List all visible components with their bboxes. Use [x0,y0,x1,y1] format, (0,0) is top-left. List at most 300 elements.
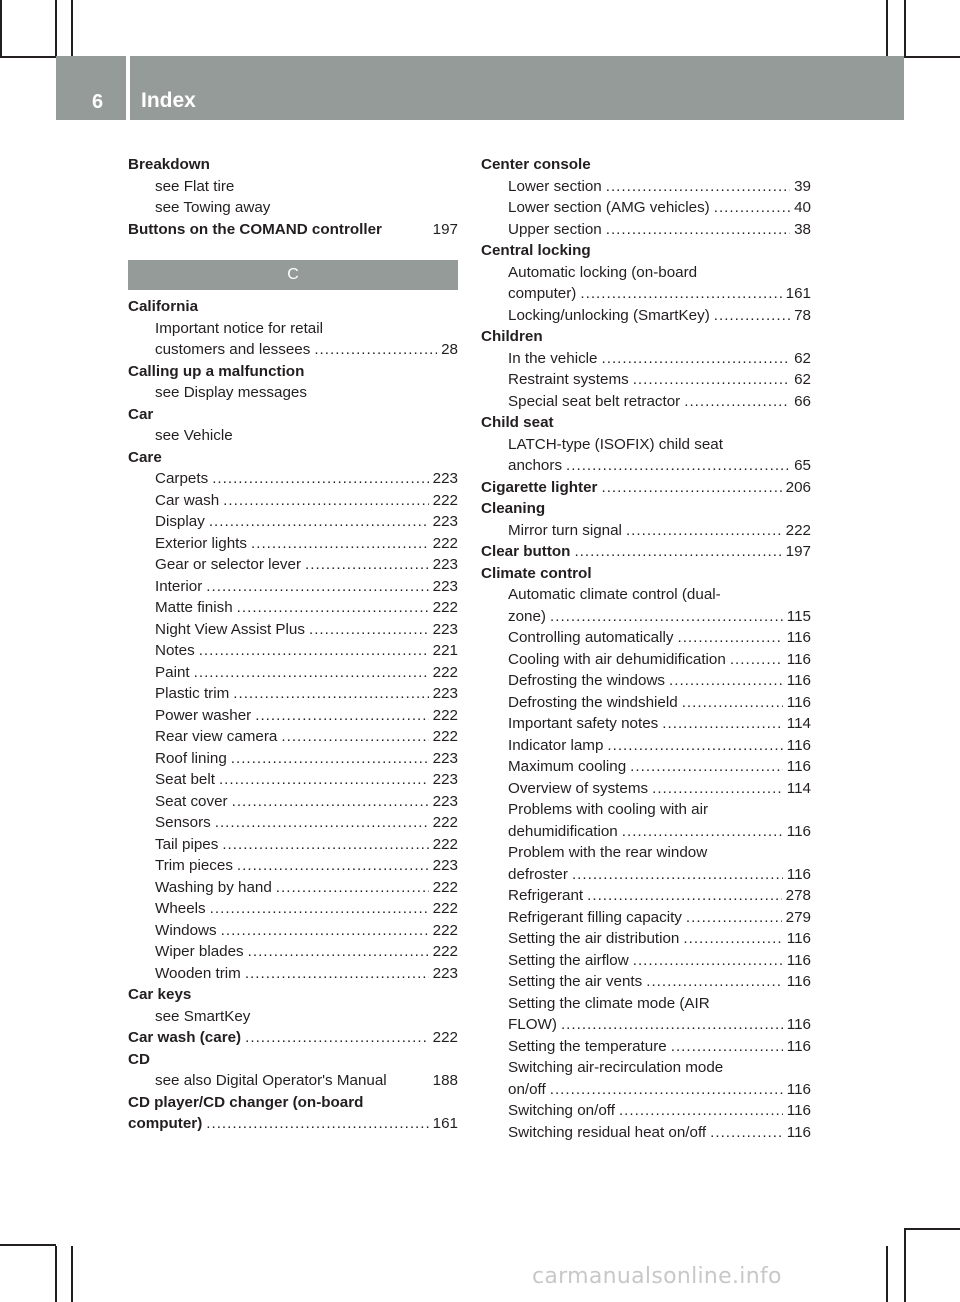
entry-text: Problem with the rear window [508,844,708,861]
entry-text: Matte finish [155,599,233,616]
index-entry [481,563,811,585]
entry-text: zone) [508,607,546,625]
section-letter: C [128,260,458,290]
index-subentry[interactable] [481,821,811,843]
page-reference[interactable]: 223 [432,857,458,874]
dot-leader [572,864,783,886]
dot-leader [686,907,782,929]
page-reference[interactable]: 161 [785,285,811,302]
index-subentry[interactable] [128,941,458,963]
entry-text: Cooling with air dehumidification [508,650,726,668]
index-subentry [481,1057,811,1079]
entry-text: Setting the air vents [508,973,643,990]
index-subentry[interactable] [481,735,811,757]
entry-text: Car wash (care) [128,1029,242,1046]
entry-text: Switching residual heat on/off [508,1123,707,1141]
index-subentry [481,584,811,606]
page-reference[interactable]: 116 [786,1016,811,1033]
entry-text: Car [128,405,154,423]
page-reference[interactable]: 206 [785,478,811,496]
page-reference[interactable]: 116 [786,736,811,754]
page-reference[interactable]: 116 [786,1123,811,1141]
dot-leader [237,597,429,619]
crop-mark [55,0,57,56]
entry-text: Automatic locking (on-board [508,263,698,281]
index-subentry[interactable] [128,748,458,770]
entry-text: Setting the temperature [508,1037,667,1055]
index-entry [481,240,811,262]
header-divider [126,56,130,120]
entry-text: Windows [155,921,217,939]
dot-leader [580,283,781,305]
index-subentry[interactable] [481,950,811,972]
entry-text: defroster [508,865,568,883]
dot-leader [215,812,429,834]
dot-leader [677,627,782,649]
page-reference[interactable]: 223 [432,470,458,487]
index-subentry[interactable] [128,533,458,555]
page-reference[interactable]: 40 [794,199,811,216]
entry-text: customers and lessees [155,341,311,358]
page-reference[interactable]: 116 [786,1102,811,1119]
index-subentry[interactable] [128,468,458,490]
dot-leader [248,941,429,963]
page-reference[interactable]: 223 [432,620,458,638]
page-reference[interactable]: 116 [786,951,811,969]
index-subentry[interactable] [481,971,811,993]
entry-text: Setting the climate mode (AIR [508,994,710,1012]
entry-text: see Display messages [155,384,307,401]
page-reference[interactable]: 115 [786,607,811,625]
index-subentry[interactable] [481,1122,811,1144]
index-subentry[interactable] [128,597,458,619]
entry-text: computer) [128,1115,203,1132]
dot-leader [574,541,781,563]
entry-text: Maximum cooling [508,758,627,775]
entry-text: on/off [508,1080,546,1098]
dot-leader [309,619,429,641]
dot-leader [606,176,790,198]
index-subentry[interactable] [128,705,458,727]
page-reference[interactable]: 223 [432,577,458,595]
index-entry [128,1049,458,1071]
index-subentry[interactable] [128,963,458,985]
index-subentry[interactable] [481,928,811,950]
entry-text: Gear or selector lever [155,556,302,573]
dot-leader [194,662,429,684]
page-reference[interactable]: 222 [432,900,458,917]
entry-text: Wiper blades [155,943,244,960]
index-subentry[interactable] [128,683,458,705]
entry-text: Locking/unlocking (SmartKey) [508,306,710,324]
index-subentry[interactable] [128,490,458,512]
dot-leader [281,726,428,748]
page-reference[interactable]: 116 [786,822,811,840]
dot-leader [232,791,429,813]
dot-leader [630,756,783,778]
page-reference[interactable]: 197 [432,220,458,238]
entry-text: Exterior lights [155,534,248,552]
index-subentry[interactable] [481,369,811,391]
index-subentry[interactable] [481,1036,811,1058]
index-subentry[interactable] [481,283,811,305]
page-reference[interactable]: 39 [794,177,811,195]
entry-text: computer) [508,285,577,302]
entry-text: Buttons on the COMAND controller [128,220,382,238]
dot-leader [662,713,783,735]
page-reference[interactable]: 222 [432,814,458,831]
crop-mark [904,56,960,58]
entry-text: Special seat belt retractor [508,392,681,410]
entry-text: Child seat [481,414,554,431]
index-subentry[interactable] [481,778,811,800]
entry-text: Roof lining [155,749,227,767]
page-reference[interactable]: 197 [785,543,811,560]
entry-text: Washing by hand [155,878,272,896]
entry-text: see SmartKey [155,1007,251,1025]
index-subentry [128,176,458,198]
index-subentry [481,993,811,1015]
page-reference[interactable]: 223 [432,771,458,788]
crop-mark [71,1246,73,1302]
page-reference[interactable]: 223 [432,685,458,702]
entry-text: Clear button [481,543,571,560]
page-title: Index [141,89,196,112]
page-reference[interactable]: 223 [432,792,458,810]
entry-text: Center console [481,156,591,173]
dot-leader [566,455,790,477]
dot-leader [606,219,790,241]
entry-text: Central locking [481,242,591,259]
page-reference[interactable]: 66 [794,392,811,410]
index-subentry[interactable] [128,339,458,361]
crop-mark [904,0,906,56]
index-entry [128,154,458,176]
index-subentry[interactable] [481,348,811,370]
page-reference[interactable]: 222 [432,943,458,960]
page-reference[interactable]: 116 [786,865,811,883]
page-reference[interactable]: 222 [785,521,811,539]
index-subentry [128,425,458,447]
dot-leader [221,920,429,942]
dot-leader [305,554,429,576]
entry-text: In the vehicle [508,349,598,367]
page-reference[interactable]: 114 [786,779,811,797]
page-reference[interactable]: 65 [794,457,811,474]
page-reference[interactable]: 222 [432,921,458,939]
page-reference[interactable]: 116 [786,672,811,689]
dot-leader [209,511,429,533]
page-reference[interactable]: 116 [786,758,811,775]
index-entry [128,296,458,318]
dot-leader [671,1036,783,1058]
index-subentry[interactable] [128,726,458,748]
index-subentry[interactable] [481,649,811,671]
index-entry [481,498,811,520]
index-subentry[interactable] [481,1100,811,1122]
dot-leader [212,468,428,490]
index-entry[interactable] [128,219,458,241]
index-subentry[interactable] [481,606,811,628]
index-subentry[interactable] [128,855,458,877]
entry-text: Upper section [508,220,602,238]
entry-text: FLOW) [508,1016,557,1033]
index-entry [128,447,458,469]
index-column-right [481,154,811,1143]
entry-text: Refrigerant [508,887,584,904]
index-subentry[interactable] [481,455,811,477]
page-reference[interactable]: 116 [786,650,811,668]
dot-leader [587,885,782,907]
entry-text: Car keys [128,986,192,1003]
page-header [56,56,904,120]
entry-text: Plastic trim [155,685,230,702]
index-subentry[interactable] [128,877,458,899]
entry-text: Car wash [155,491,220,509]
index-entry [128,404,458,426]
entry-text: LATCH-type (ISOFIX) child seat [508,435,723,453]
entry-text: Problems with cooling with air [508,801,709,818]
index-entry [481,154,811,176]
page-reference[interactable]: 161 [432,1115,458,1132]
entry-text: Refrigerant filling capacity [508,908,682,926]
entry-text: Display [155,513,205,530]
dot-leader [219,769,429,791]
dot-leader [601,477,781,499]
index-subentry[interactable] [481,885,811,907]
entry-text: Breakdown [128,156,210,173]
index-subentry[interactable] [481,391,811,413]
entry-text: Lower section (AMG vehicles) [508,199,710,216]
page-reference[interactable]: 62 [794,349,811,367]
page-reference[interactable]: 222 [432,491,458,509]
dot-leader [255,705,428,727]
page-reference[interactable]: 116 [786,1037,811,1055]
index-subentry[interactable] [128,812,458,834]
dot-leader [607,735,782,757]
entry-text: Controlling automatically [508,629,674,646]
dot-leader [550,1079,783,1101]
crop-mark [904,1228,960,1230]
page-number: 6 [92,91,104,113]
dot-leader [206,576,428,598]
entry-text: Power washer [155,706,252,724]
page-reference[interactable]: 116 [786,930,811,947]
dot-leader [602,348,791,370]
entry-text: Restraint systems [508,371,629,388]
page-reference[interactable]: 222 [432,728,458,745]
page-reference[interactable]: 223 [432,749,458,767]
index-entry [128,984,458,1006]
page-reference[interactable]: 221 [432,642,458,659]
page-reference[interactable]: 279 [785,908,811,926]
index-entry[interactable] [128,1027,458,1049]
entry-text: Rear view camera [155,728,278,745]
entry-text: Interior [155,577,203,595]
watermark: carmanualsonline.info [532,1264,782,1289]
index-subentry[interactable] [481,692,811,714]
page-reference[interactable]: 62 [794,371,811,388]
index-subentry [128,1006,458,1028]
dot-leader [714,305,790,327]
entry-text: Calling up a malfunction [128,362,305,380]
crop-mark [904,1230,906,1302]
entry-text: Lower section [508,177,602,195]
entry-text: Tail pipes [155,835,219,853]
page-reference[interactable]: 114 [786,715,811,732]
dot-leader [669,670,783,692]
page-reference[interactable]: 223 [432,964,458,982]
entry-text: Setting the air distribution [508,930,680,947]
page-reference[interactable]: 116 [786,1080,811,1098]
index-subentry[interactable] [481,713,811,735]
entry-text: dehumidification [508,822,618,840]
page-reference[interactable]: 223 [432,556,458,573]
entry-text: see Vehicle [155,427,233,444]
entry-text: Overview of systems [508,779,649,797]
entry-text: CD player/CD changer (on-board [128,1093,364,1111]
dot-leader [251,533,429,555]
index-subentry [481,799,811,821]
page-reference[interactable]: 222 [432,663,458,681]
entry-text: Cleaning [481,500,546,517]
page-reference[interactable]: 223 [432,513,458,530]
index-subentry[interactable] [128,511,458,533]
index-subentry[interactable] [481,219,811,241]
index-subentry [128,382,458,404]
index-column-left [128,154,458,1135]
index-subentry[interactable] [481,670,811,692]
index-subentry[interactable] [481,1014,811,1036]
crop-mark [55,1246,57,1302]
dot-leader [231,748,429,770]
entry-text: Care [128,448,162,466]
dot-leader [237,855,429,877]
entry-text: see Towing away [155,199,271,216]
entry-text: Night View Assist Plus [155,620,305,638]
page-reference[interactable]: 38 [794,220,811,238]
page-reference[interactable]: 222 [432,534,458,552]
entry-text: Notes [155,642,195,659]
dot-leader [682,692,783,714]
index-subentry[interactable] [481,520,811,542]
index-subentry[interactable] [128,554,458,576]
index-subentry [481,434,811,456]
page-reference[interactable]: 116 [786,629,811,646]
index-subentry[interactable] [128,640,458,662]
crop-mark [886,1246,888,1302]
dot-leader [550,606,783,628]
index-entry[interactable] [481,477,811,499]
dot-leader [633,369,790,391]
index-entry[interactable] [128,1113,458,1135]
entry-text: Indicator lamp [508,736,604,754]
entry-text: Cigarette lighter [481,478,598,496]
index-subentry[interactable] [481,907,811,929]
dot-leader [730,649,783,671]
crop-mark [0,56,56,58]
entry-text: California [128,298,199,315]
index-subentry[interactable] [128,791,458,813]
dot-leader [223,490,429,512]
crop-mark [886,0,888,56]
index-subentry[interactable] [128,619,458,641]
index-entry [481,412,811,434]
entry-text: see Flat tire [155,177,235,195]
entry-text: Carpets [155,470,209,487]
index-subentry [481,262,811,284]
index-subentry[interactable] [128,662,458,684]
page-reference[interactable]: 278 [785,887,811,904]
dot-leader [652,778,783,800]
index-entry [128,361,458,383]
entry-text: anchors [508,457,563,474]
page-reference[interactable]: 188 [432,1072,458,1089]
entry-text: Mirror turn signal [508,521,622,539]
page-reference[interactable]: 78 [794,306,811,324]
index-subentry[interactable] [128,920,458,942]
entry-text: Important safety notes [508,715,659,732]
index-subentry[interactable] [481,1079,811,1101]
entry-text: Defrosting the windows [508,672,666,689]
entry-text: Children [481,328,543,345]
page-reference[interactable]: 222 [432,835,458,853]
index-subentry[interactable] [128,769,458,791]
index-subentry[interactable] [481,627,811,649]
page-reference[interactable]: 222 [432,878,458,896]
crop-mark [0,1244,56,1246]
index-entry [481,326,811,348]
entry-text: Climate control [481,564,592,582]
index-subentry[interactable] [128,834,458,856]
dot-leader [710,1122,783,1144]
index-subentry[interactable] [481,305,811,327]
page-reference[interactable]: 28 [441,341,458,358]
entry-text: Important notice for retail [155,319,323,337]
page-reference[interactable]: 116 [786,973,811,990]
dot-leader [314,339,437,361]
dot-leader [199,640,429,662]
entry-text: Seat belt [155,771,215,788]
index-subentry[interactable] [481,756,811,778]
page-reference[interactable]: 222 [432,1029,458,1046]
index-subentry[interactable] [128,576,458,598]
index-subentry [128,318,458,340]
entry-text: Automatic climate control (dual- [508,586,721,603]
entry-text: Trim pieces [155,857,233,874]
dot-leader [684,391,790,413]
crop-mark [71,0,73,56]
page-reference[interactable]: 222 [432,599,458,616]
index-entry[interactable] [481,541,811,563]
dot-leader [626,520,782,542]
entry-text: Paint [155,663,190,681]
entry-text: Wheels [155,900,206,917]
page-reference[interactable]: 222 [432,706,458,724]
entry-text: Seat cover [155,792,228,810]
index-subentry[interactable] [128,898,458,920]
dot-leader [619,1100,783,1122]
page-reference[interactable]: 116 [786,693,811,711]
dot-leader [210,898,429,920]
dot-leader [714,197,790,219]
index-subentry[interactable] [481,176,811,198]
index-subentry[interactable] [481,197,811,219]
entry-text: Wooden trim [155,964,241,982]
index-subentry[interactable] [128,1070,458,1092]
index-subentry[interactable] [481,864,811,886]
dot-leader [646,971,783,993]
